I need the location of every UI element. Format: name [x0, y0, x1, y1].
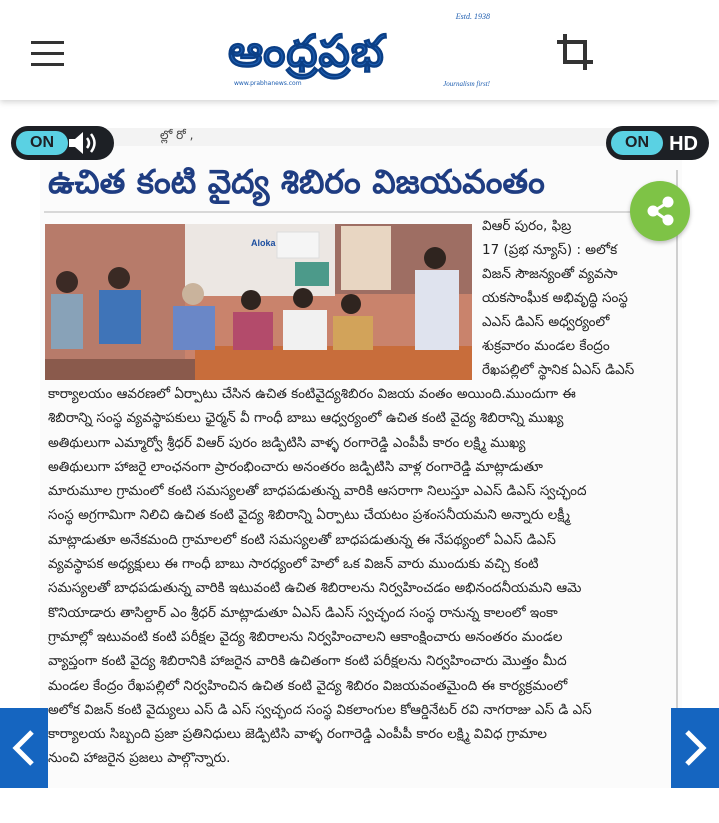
headline-divider	[44, 211, 676, 213]
site-logo[interactable]	[228, 12, 494, 92]
hd-toggle-on-label: ON	[611, 131, 663, 155]
body-line	[48, 455, 666, 479]
right-column-line	[482, 262, 662, 286]
body-line-text: సంస్థ అగ్రగామిగా నిలిచి ఉచిత కంటి వైద్య శిబిరాన్ని ఏర్పాటు చేయటం ప్రశంసనీయమని అన్నారు లక్ష్మీ	[48, 507, 571, 524]
body-line-text: మాట్లాడుతూ అనేకమంది గ్రామాలలో కంటి సమస్యలతో బాధపడుతున్న ఈ నేపథ్యంలో ఏఎస్ డిఎస్	[48, 531, 556, 548]
right-column-line	[482, 358, 662, 382]
right-column-line	[482, 334, 662, 358]
body-line	[48, 479, 666, 503]
share-button[interactable]	[630, 181, 690, 241]
body-line-text: సమస్యలతో బాధపడుతున్న వారికి ఇటువంటి ఉచిత శిబిరాలను నిర్వహించడం అభినందనీయమని ఆమె	[48, 580, 582, 597]
clipping-top-edge	[40, 128, 682, 146]
right-column-line-text: రేఖపల్లిలో స్థానిక ఏఎస్ డిఎస్	[482, 362, 635, 378]
body-line-text: కార్యాలయం ఆవరణలో ఏర్పాటు చేసిన ఉచిత కంటివైద్యశిబిరం విజయ వంతం అయింది.ముందుగా ఈ	[48, 386, 576, 402]
audio-toggle[interactable]	[11, 126, 114, 160]
body-line-text: అలోక విజన్ కంటి వైద్యులు ఎస్ డి ఎస్ స్వచ్ఛంద సంస్థ వికలాంగుల కోఆర్డినేటర్ రవి నాగరాజు ఎస్ డి ఎస్	[48, 701, 592, 718]
app-header	[0, 0, 719, 100]
article-photo	[45, 224, 472, 380]
right-column-line-text: విజన్ సౌజన్యంతో వ్యవసా	[482, 266, 618, 282]
body-line-text: అతిథులుగా ఎమ్మార్వో శ్రీధర్ విఆర్ పురం జడ్పిటిసి వాళ్ళ రంగారెడ్డి ఎంపీపీ కారం లక్ష్మి ముఖ్య	[48, 434, 526, 451]
logo-website: www.prabhanews.com	[234, 80, 302, 87]
right-column-line-text: విఆర్ పురం, ఫిబ్ర	[482, 218, 572, 234]
body-line	[48, 382, 666, 406]
body-line-text: కొనియాడారు తాసిల్దార్ ఎం శ్రీధర్ మాట్లాడుతూ ఏఎస్ డిఎస్ స్వచ్ఛంద సంస్థ రానున్న కాలంలో ఇంకా	[48, 604, 558, 621]
logo-tagline: Journalism first!	[443, 80, 490, 88]
next-button[interactable]	[671, 708, 719, 788]
logo-estd: Estd. 1938	[455, 12, 490, 21]
crop-icon[interactable]	[553, 30, 597, 74]
body-line	[48, 552, 666, 576]
body-line	[48, 625, 666, 649]
body-line	[48, 528, 666, 552]
column-rule	[676, 170, 678, 780]
logo-title: ఆంధ్రప్రభ	[228, 26, 385, 77]
body-line	[48, 576, 666, 600]
right-column-line	[482, 238, 662, 262]
body-line-text: శిబిరాన్ని సంస్థ వ్యవస్థాపకులు ఛైర్మన్ వీ గాంధీ బాబు ఆధ్వర్యంలో ఉచిత కంటి వైద్య శిబిరాన్ని ముఖ్య	[48, 410, 564, 427]
body-line	[48, 746, 666, 770]
right-column-line-text: 17 (ప్రభ న్యూస్) : అలోక	[482, 242, 618, 258]
cut-off-text: ల్లో రో ,	[160, 128, 194, 142]
body-line-text: వ్యవస్థాపక అధ్యక్షులు ఈ గాంధీ బాబు సారధ్యంలో హెలో ఒక విజన్ వారు ముందుకు వచ్చి కంటి	[48, 556, 539, 573]
speaker-icon	[65, 130, 105, 156]
right-column-line	[482, 286, 662, 310]
body-line	[48, 722, 666, 746]
body-line	[48, 674, 666, 698]
body-line-text: వ్యాప్తంగా కంటి వైద్య శిబిరానికి హాజరైన వారికి ఉచితంగా కంటి పరీక్షలను నిర్వహించారు మొత్తం మీద	[48, 653, 567, 670]
chevron-right-icon	[671, 708, 719, 788]
photo-scene	[45, 224, 472, 380]
body-line-text: అతిథులుగా హాజరై లాంఛనంగా ప్రారంభించారు అనంతరం జడ్పిటిసి వాళ్ల రంగారెడ్డి మాట్లాడుతూ	[48, 458, 543, 475]
body-line	[48, 406, 666, 430]
body-line	[48, 601, 666, 625]
right-column-line-text: యకసాంఘీక అభివృద్ధి సంస్థ	[482, 290, 628, 306]
right-column-line-text: శుక్రవారం మండల కేంద్రం	[482, 338, 610, 354]
previous-button[interactable]	[0, 708, 48, 788]
body-line-text: నుంచి హాజరైన ప్రజలు పాల్గొన్నారు.	[48, 750, 231, 767]
article-body	[48, 382, 666, 771]
article-headline: ఉచిత కంటి వైద్య శిబిరం విజయవంతం	[48, 162, 545, 201]
hamburger-menu-icon[interactable]	[31, 41, 64, 67]
audio-toggle-on-label: ON	[16, 131, 68, 155]
photo-banner-text: Aloka	[251, 238, 276, 248]
body-line	[48, 698, 666, 722]
hd-toggle[interactable]	[606, 126, 709, 160]
right-column-line	[482, 310, 662, 334]
body-line-text: మారుమూల గ్రామంలో కంటి సమస్యలతో బాధపడుతున్న వారికి ఆసరాగా నిలుస్తూ ఎఎస్ డిఎస్ స్వచ్ఛంద	[48, 483, 587, 500]
body-line-text: కార్యాలయ సిబ్బంది ప్రజా ప్రతినిధులు జెడ్పిటిసి వాళ్ళ రంగారెడ్డి ఎంపీపీ కారం లక్ష్మి వివిధ గ్రామాల	[48, 726, 548, 743]
hd-badge: HD	[669, 133, 698, 155]
chevron-left-icon	[0, 708, 48, 788]
body-line	[48, 649, 666, 673]
body-line-text: మండల కేంద్రం రేఖపల్లిలో నిర్వహించిన ఉచిత కంటి వైద్య శిబిరం విజయవంతమైంది ఈ కార్యక్రమంలో	[48, 677, 568, 694]
share-icon	[630, 181, 690, 241]
right-column-line-text: ఎఎస్ డిఎస్ అధ్వర్యంలో	[482, 314, 610, 330]
body-line	[48, 431, 666, 455]
body-line-text: గ్రామాల్లో ఇటువంటి కంటి పరీక్షల వైద్య శిబిరాలను నిర్వహించాలని ఆకాంక్షించారు అనంతరం మండల	[48, 628, 563, 645]
body-line	[48, 503, 666, 527]
